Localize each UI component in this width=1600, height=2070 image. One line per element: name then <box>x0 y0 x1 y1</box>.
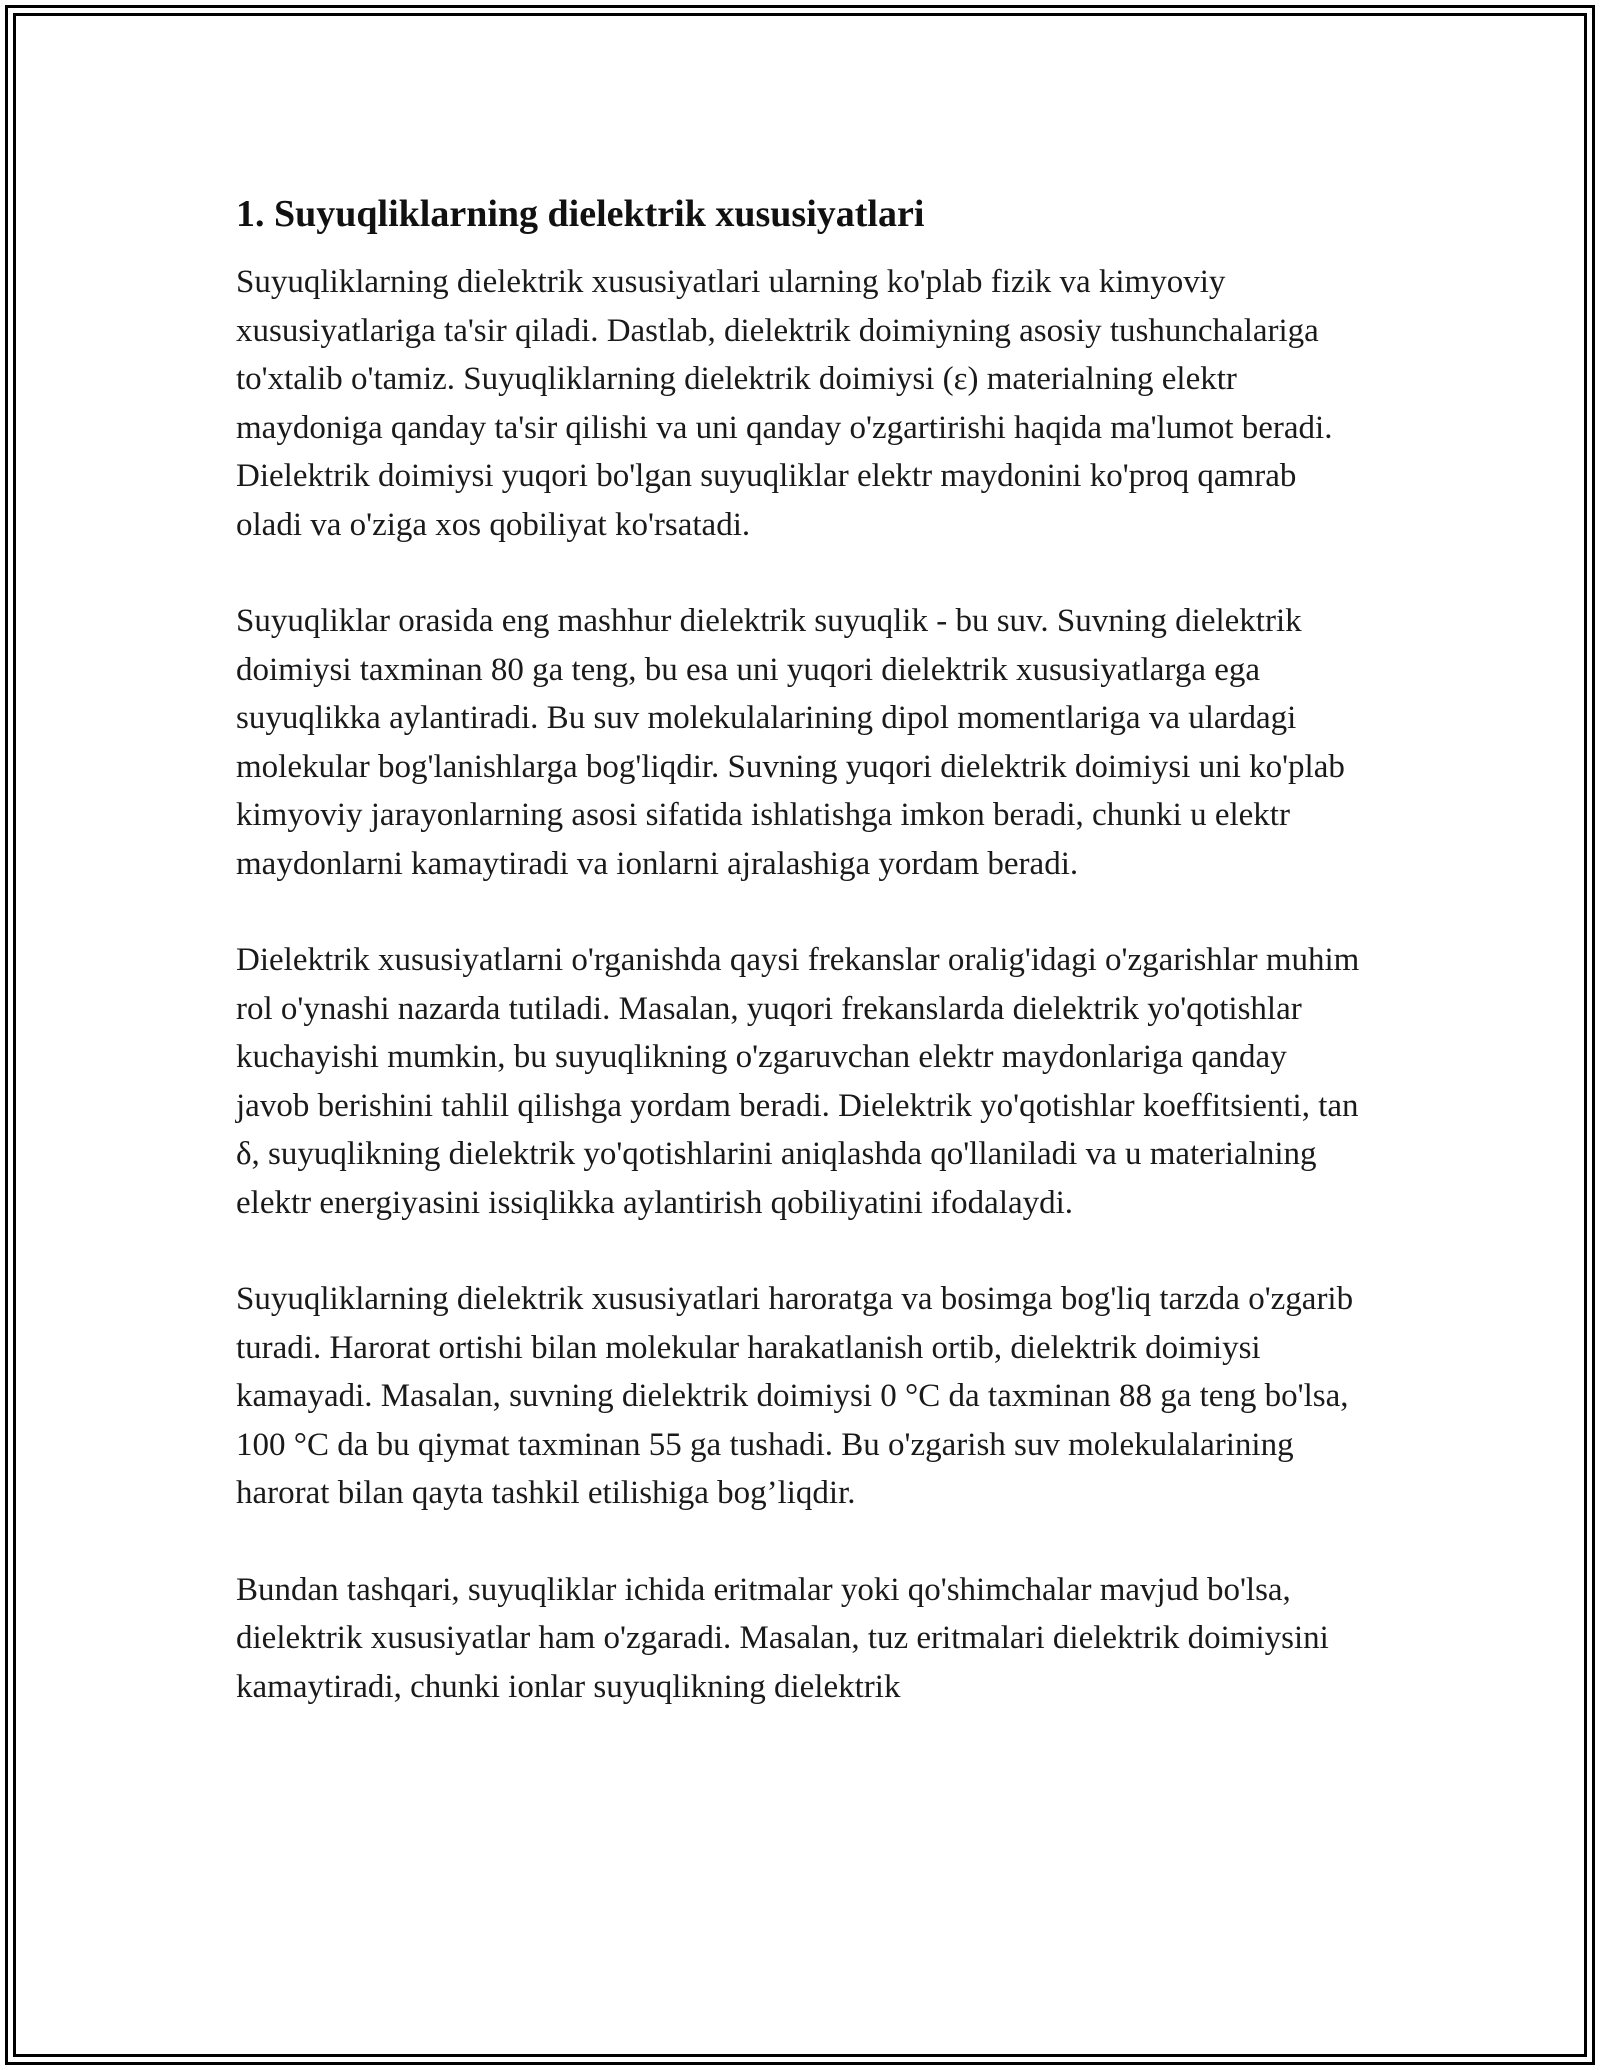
section-heading: 1. Suyuqliklarning dielektrik xususiyatlari <box>236 193 925 235</box>
paragraph-4: Suyuqliklarning dielektrik xususiyatlari haroratga va bosimga bog'liq tarzda o'zgarib turadi. Harorat ortishi bilan molekular harakatlanish ortib, dielektrik doimiysi kamayadi. Masalan, suvning dielektrik doimiysi 0 °C da taxminan 88 ga teng bo'lsa, 100 °C da bu qiymat taxminan 55 ga tushadi. Bu o'zgarish suv molekulalarining harorat bilan qayta tashkil etilishiga bog’liqdir. <box>236 1281 1354 1511</box>
document-body <box>236 184 1366 1759</box>
paragraph-1: Suyuqliklarning dielektrik xususiyatlari ularning ko'plab fizik va kimyoviy xususiyatlariga ta'sir qiladi. Dastlab, dielektrik doimiyning asosiy tushunchalariga to'xtalib o'tamiz. Suyuqliklarning dielektrik doimiysi (ε) materialning elektr maydoniga qanday ta'sir qilishi va uni qanday o'zgartirishi haqida ma'lumot beradi. Dielektrik doimiysi yuqori bo'lgan suyuqliklar elektr maydonini ko'proq qamrab oladi va o'ziga xos qobiliyat ko'rsatadi. <box>236 264 1333 543</box>
paragraph-2: Suyuqliklar orasida eng mashhur dielektrik suyuqlik - bu suv. Suvning dielektrik doimiysi taxminan 80 ga teng, bu esa uni yuqori dielektrik xususiyatlarga ega suyuqlikka aylantiradi. Bu suv molekulalarining dipol momentlariga va ulardagi molekular bog'lanishlarga bog'liqdir. Suvning yuqori dielektrik doimiysi uni ko'plab kimyoviy jarayonlarning asosi sifatida ishlatishga imkon beradi, chunki u elektr maydonlarni kamaytiradi va ionlarni ajralashiga yordam beradi. <box>236 603 1345 882</box>
paragraph-5: Bundan tashqari, suyuqliklar ichida eritmalar yoki qo'shimchalar mavjud bo'lsa, dielektrik xususiyatlar ham o'zgaradi. Masalan, tuz eritmalari dielektrik doimiysini kamaytiradi, chunki ionlar suyuqlikning dielektrik <box>236 1571 1329 1705</box>
paragraph-3: Dielektrik xususiyatlarni o'rganishda qaysi frekanslar oralig'idagi o'zgarishlar muhim rol o'ynashi nazarda tutiladi. Masalan, yuqori frekanslarda dielektrik yo'qotishlar kuchayishi mumkin, bu suyuqlikning o'zgaruvchan elektr maydonlariga qanday javob berishini tahlil qilishga yordam beradi. Dielektrik yo'qotishlar koeffitsienti, tan δ, suyuqlikning dielektrik yo'qotishlarini aniqlashda qo'llaniladi va u materialning elektr energiyasini issiqlikka aylantirish qobiliyatini ifodalaydi. <box>236 942 1360 1221</box>
